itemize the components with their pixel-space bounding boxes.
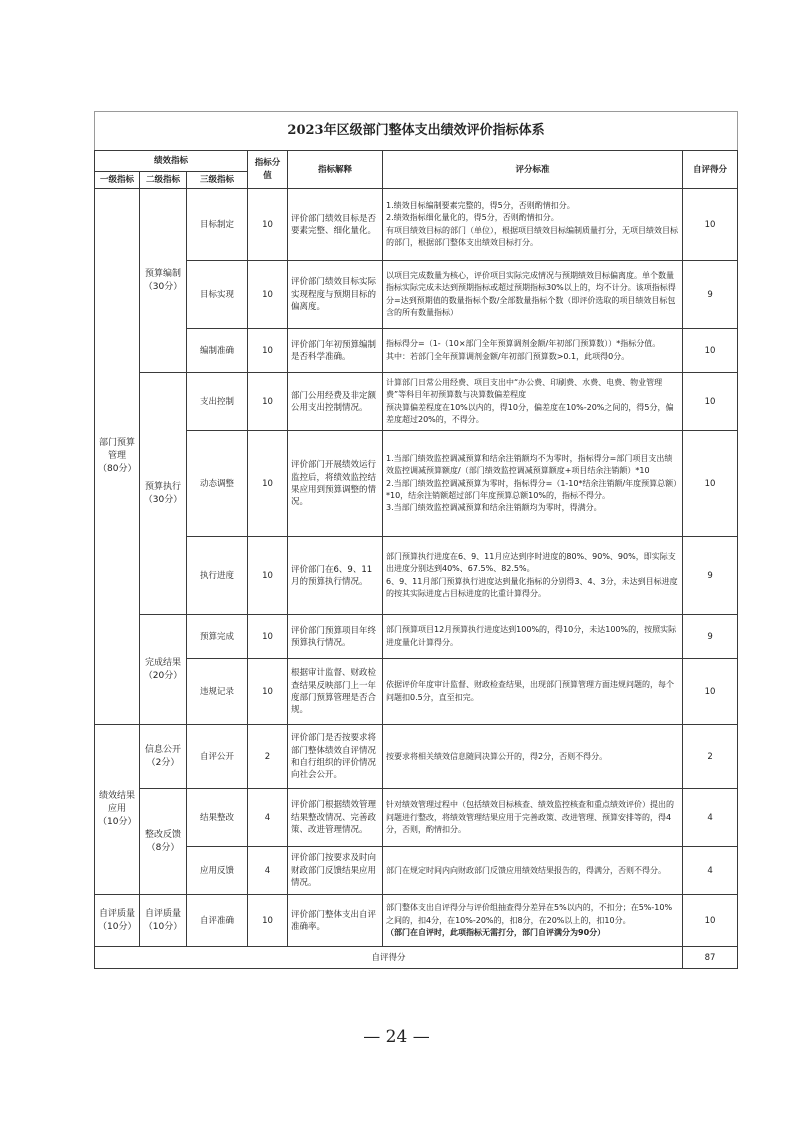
table-row	[95, 537, 738, 615]
explanation-cell: 评价部门年初预算编制是否科学准确。	[288, 329, 383, 373]
total-label: 自评得分	[95, 947, 683, 969]
criteria-cell	[383, 789, 683, 847]
criteria-cell	[383, 659, 683, 725]
criteria-line: 6、9、11月部门预算执行进度达到量化指标的分别得3、4、3分，未达到目标进度的按其实际进度占目标进度的比重计算得分。	[386, 576, 678, 599]
explanation-cell: 评价部门绩效目标是否要素完整、细化量化。	[288, 189, 383, 261]
group-budget-management: 部门预算管理（80分）	[95, 189, 140, 725]
weight-cell: 10	[248, 373, 288, 431]
indicator-cell: 编制准确	[187, 329, 248, 373]
score-cell: 9	[683, 615, 738, 659]
explanation-cell: 评价部门预算项目年终预算执行情况。	[288, 615, 383, 659]
weight-cell: 10	[248, 615, 288, 659]
criteria-note: （部门在自评时，此项指标无需打分，部门自评满分为90分）	[386, 928, 606, 937]
criteria-line: 针对绩效管理过程中（包括绩效目标核查、绩效监控核查和重点绩效评价）提出的问题进行整改，将绩效管理结果应用于完善政策、改进管理、预算安排等的，得4分，否则，酌情扣分。	[386, 800, 674, 834]
criteria-cell	[383, 373, 683, 431]
criteria-cell	[383, 615, 683, 659]
table-row	[95, 615, 738, 659]
weight-cell: 10	[248, 895, 288, 947]
weight-cell: 10	[248, 659, 288, 725]
table-title: 2023年区级部门整体支出绩效评价指标体系	[95, 112, 738, 151]
criteria-line: 1.当部门绩效监控调减预算和结余注销额均不为零时，指标得分=部门项目支出绩效监控调减预算额度/（部门绩效监控调减预算额度+项目结余注销额）*10	[386, 453, 673, 476]
subgroup-self-assessment-quality: 自评质量（10分）	[140, 895, 187, 947]
criteria-line: 预决算偏差程度在10%以内的，得10分，偏差度在10%-20%之间的，得5分，偏差度超过20%的，不得分。	[386, 402, 674, 425]
score-cell: 4	[683, 847, 738, 895]
header-level1: 一级指标	[95, 172, 140, 189]
indicator-cell: 执行进度	[187, 537, 248, 615]
explanation-cell: 评价部门开展绩效运行监控后，将绩效监控结果应用到预算调整的情况。	[288, 431, 383, 537]
criteria-line: 其中：若部门全年预算调剂金额/年初部门预算数>0.1，此项得0分。	[386, 351, 630, 361]
criteria-cell	[383, 847, 683, 895]
table-row	[95, 261, 738, 329]
score-cell: 4	[683, 789, 738, 847]
header-level3: 三级指标	[187, 172, 248, 189]
subgroup-rectification-feedback: 整改反馈（8分）	[140, 789, 187, 895]
indicator-cell: 自评准确	[187, 895, 248, 947]
criteria-line: 指标得分=（1-（10×部门全年预算调剂金额/年初部门预算数））*指标分值。	[386, 339, 661, 349]
score-cell: 10	[683, 329, 738, 373]
header-level2: 二级指标	[140, 172, 187, 189]
weight-cell: 10	[248, 261, 288, 329]
criteria-cell	[383, 261, 683, 329]
total-score: 87	[683, 947, 738, 969]
indicator-cell: 动态调整	[187, 431, 248, 537]
indicator-cell: 目标实现	[187, 261, 248, 329]
table-row	[95, 659, 738, 725]
score-cell: 10	[683, 373, 738, 431]
group-results-application: 绩效结果应用（10分）	[95, 725, 140, 895]
criteria-line: 1.绩效目标编制要素完整的，得5分，否则酌情扣分。	[386, 201, 575, 211]
explanation-cell: 评价部门绩效目标实际实现程度与预期目标的偏离度。	[288, 261, 383, 329]
weight-cell: 2	[248, 725, 288, 789]
explanation-cell: 评价部门在6、9、11月的预算执行情况。	[288, 537, 383, 615]
criteria-line: 部门在规定时间内向财政部门反馈应用绩效结果报告的，得满分，否则不得分。	[386, 865, 666, 875]
evaluation-table-sheet	[94, 111, 737, 969]
table-row	[95, 329, 738, 373]
score-cell: 10	[683, 895, 738, 947]
criteria-line: 部门预算执行进度在6、9、11月应达到序时进度的80%、90%、90%，即实际支出进度分别达到40%、67.5%、82.5%。	[386, 552, 676, 574]
indicator-cell: 目标制定	[187, 189, 248, 261]
group-self-assessment-quality: 自评质量（10分）	[95, 895, 140, 947]
table-row	[95, 847, 738, 895]
table-row	[95, 431, 738, 537]
criteria-cell	[383, 329, 683, 373]
indicator-cell: 违规记录	[187, 659, 248, 725]
criteria-cell	[383, 189, 683, 261]
criteria-cell	[383, 431, 683, 537]
indicator-cell: 应用反馈	[187, 847, 248, 895]
criteria-line: 部门整体支出自评得分与评价组抽查得分差异在5%以内的，不扣分；在5%-10%之间的，扣4分，在10%-20%的，扣8分，在20%以上的，扣10分。	[386, 903, 673, 925]
criteria-line: 以项目完成数量为核心，评价项目实际完成情况与预期绩效目标偏离度。单个数量指标实际完成未达到预期指标或超过预期指标30%以上的，均不计分。该项指标得分=达到预期值的数量指标个数/全部数量指标个数（即评价选取的项目绩效目标包含的所有数量指标）	[386, 271, 676, 318]
criteria-line: 计算部门日常公用经费、项目支出中“办公费、印刷费、水费、电费、物业管理费”等科目年初预算数与决算数偏差程度	[386, 378, 663, 400]
criteria-line: 2.绩效指标细化量化的，得5分，否则酌情扣分。	[386, 213, 559, 223]
score-cell: 10	[683, 659, 738, 725]
score-cell: 10	[683, 189, 738, 261]
score-cell: 2	[683, 725, 738, 789]
weight-cell: 4	[248, 789, 288, 847]
indicator-cell: 支出控制	[187, 373, 248, 431]
criteria-cell	[383, 895, 683, 947]
score-cell: 9	[683, 261, 738, 329]
explanation-cell: 评价部门根据绩效管理结果整改情况、完善政策、改进管理情况。	[288, 789, 383, 847]
header-weight: 指标分值	[248, 151, 288, 189]
criteria-cell	[383, 725, 683, 789]
total-row	[95, 947, 738, 969]
weight-cell: 4	[248, 847, 288, 895]
explanation-cell: 评价部门是否按要求将部门整体绩效自评情况和自行组织的评价情况向社会公开。	[288, 725, 383, 789]
header-performance-indicators: 绩效指标	[95, 151, 248, 172]
criteria-line: 2.当部门绩效监控调减预算为零时，指标得分=（1-10*结余注销额/年度预算总额）*10，结余注销额超过部门年度预算总额10%的，指标不得分。	[386, 478, 678, 500]
weight-cell: 10	[248, 431, 288, 537]
header-explanation: 指标解释	[288, 151, 383, 189]
header-self-score: 自评得分	[683, 151, 738, 189]
table-row	[95, 895, 738, 947]
page-number: — 24 —	[363, 1027, 430, 1047]
criteria-line: 3.当部门绩效监控调减预算和结余注销额均为零时，得满分。	[386, 503, 602, 513]
header-criteria: 评分标准	[383, 151, 683, 189]
explanation-cell: 评价部门按要求及时向财政部门反馈结果应用情况。	[288, 847, 383, 895]
subgroup-budget-preparation: 预算编制（30分）	[140, 189, 187, 373]
criteria-line: 依据评价年度审计监督、财政检查结果，出现部门预算管理方面违规问题的，每个问题扣0.5分，直至扣完。	[386, 680, 674, 702]
criteria-line: 部门预算项目12月预算执行进度达到100%的，得10分，未达100%的，按照实际进度量化计算得分。	[386, 625, 677, 647]
indicator-cell: 预算完成	[187, 615, 248, 659]
indicator-cell: 自评公开	[187, 725, 248, 789]
criteria-cell	[383, 537, 683, 615]
criteria-line: 有项目绩效目标的部门（单位），根据项目绩效目标编制质量打分，无项目绩效目标的部门，根据部门整体支出绩效目标打分。	[386, 225, 678, 248]
evaluation-table	[94, 111, 738, 969]
explanation-cell: 评价部门整体支出自评准确率。	[288, 895, 383, 947]
subgroup-budget-execution: 预算执行（30分）	[140, 373, 187, 615]
explanation-cell: 部门公用经费及非定额公用支出控制情况。	[288, 373, 383, 431]
criteria-line: 按要求将相关绩效信息随同决算公开的，得2分，否则不得分。	[386, 751, 608, 761]
score-cell: 10	[683, 431, 738, 537]
explanation-cell: 根据审计监督、财政检查结果反映部门上一年度部门预算管理是否合规。	[288, 659, 383, 725]
weight-cell: 10	[248, 329, 288, 373]
indicator-cell: 结果整改	[187, 789, 248, 847]
table-row	[95, 373, 738, 431]
table-row	[95, 189, 738, 261]
table-row	[95, 725, 738, 789]
weight-cell: 10	[248, 189, 288, 261]
subgroup-information-disclosure: 信息公开（2分）	[140, 725, 187, 789]
table-row	[95, 789, 738, 847]
subgroup-completion-results: 完成结果（20分）	[140, 615, 187, 725]
weight-cell: 10	[248, 537, 288, 615]
score-cell: 9	[683, 537, 738, 615]
